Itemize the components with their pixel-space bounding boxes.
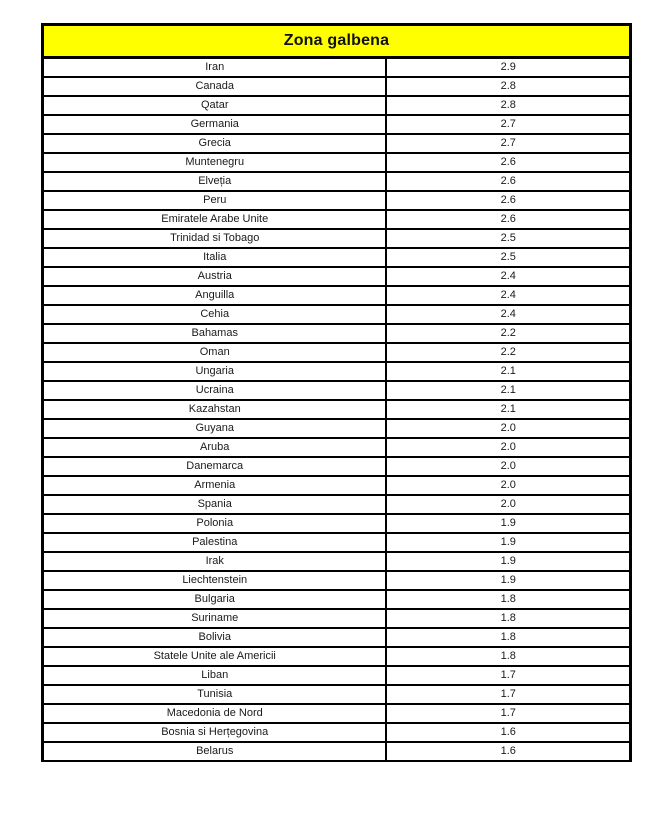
value-cell: 2.4	[386, 286, 630, 305]
table-row	[43, 438, 631, 457]
country-cell: Oman	[43, 343, 387, 362]
country-cell: Aruba	[43, 438, 387, 457]
value-cell: 2.6	[386, 172, 630, 191]
country-cell: Bosnia si Herțegovina	[43, 723, 387, 742]
table-row	[43, 286, 631, 305]
value-cell: 1.9	[386, 571, 630, 590]
country-cell: Palestina	[43, 533, 387, 552]
value-cell: 2.2	[386, 324, 630, 343]
table-row	[43, 476, 631, 495]
country-cell: Armenia	[43, 476, 387, 495]
country-cell: Ucraina	[43, 381, 387, 400]
value-cell: 1.6	[386, 742, 630, 761]
table-row	[43, 742, 631, 761]
value-cell: 1.8	[386, 609, 630, 628]
country-cell: Polonia	[43, 514, 387, 533]
table-row	[43, 248, 631, 267]
table-row	[43, 666, 631, 685]
country-cell: Danemarca	[43, 457, 387, 476]
table-row	[43, 647, 631, 666]
table-title: Zona galbena	[43, 25, 631, 58]
table-row	[43, 115, 631, 134]
table-row	[43, 628, 631, 647]
value-cell: 2.5	[386, 229, 630, 248]
country-cell: Macedonia de Nord	[43, 704, 387, 723]
value-cell: 2.4	[386, 267, 630, 286]
value-cell: 1.8	[386, 628, 630, 647]
table-row	[43, 590, 631, 609]
value-cell: 2.6	[386, 210, 630, 229]
country-cell: Kazahstan	[43, 400, 387, 419]
table-row	[43, 58, 631, 77]
table-row	[43, 229, 631, 248]
country-cell: Liban	[43, 666, 387, 685]
country-cell: Grecia	[43, 134, 387, 153]
country-cell: Belarus	[43, 742, 387, 761]
country-cell: Trinidad si Tobago	[43, 229, 387, 248]
table-row	[43, 514, 631, 533]
country-cell: Elveția	[43, 172, 387, 191]
table-row	[43, 571, 631, 590]
table-row	[43, 210, 631, 229]
value-cell: 2.7	[386, 115, 630, 134]
value-cell: 1.8	[386, 590, 630, 609]
table-row	[43, 324, 631, 343]
table-body	[43, 58, 631, 761]
table-row	[43, 153, 631, 172]
country-cell: Bahamas	[43, 324, 387, 343]
country-cell: Suriname	[43, 609, 387, 628]
value-cell: 1.9	[386, 533, 630, 552]
value-cell: 2.0	[386, 495, 630, 514]
country-cell: Guyana	[43, 419, 387, 438]
table-row	[43, 552, 631, 571]
value-cell: 2.0	[386, 476, 630, 495]
table-header-row	[43, 25, 631, 58]
table-row	[43, 609, 631, 628]
country-cell: Italia	[43, 248, 387, 267]
table-row	[43, 77, 631, 96]
table-row	[43, 134, 631, 153]
value-cell: 1.7	[386, 704, 630, 723]
country-cell: Ungaria	[43, 362, 387, 381]
value-cell: 2.0	[386, 457, 630, 476]
table-row	[43, 457, 631, 476]
value-cell: 2.1	[386, 381, 630, 400]
value-cell: 2.1	[386, 362, 630, 381]
country-cell: Tunisia	[43, 685, 387, 704]
table-row	[43, 704, 631, 723]
value-cell: 1.7	[386, 685, 630, 704]
table-row	[43, 305, 631, 324]
value-cell: 2.6	[386, 153, 630, 172]
country-cell: Anguilla	[43, 286, 387, 305]
country-cell: Austria	[43, 267, 387, 286]
country-cell: Qatar	[43, 96, 387, 115]
value-cell: 2.6	[386, 191, 630, 210]
value-cell: 2.2	[386, 343, 630, 362]
value-cell: 1.7	[386, 666, 630, 685]
country-cell: Bulgaria	[43, 590, 387, 609]
country-cell: Iran	[43, 58, 387, 77]
table-row	[43, 723, 631, 742]
table-row	[43, 267, 631, 286]
country-cell: Emiratele Arabe Unite	[43, 210, 387, 229]
country-cell: Irak	[43, 552, 387, 571]
country-cell: Cehia	[43, 305, 387, 324]
table-row	[43, 343, 631, 362]
value-cell: 2.5	[386, 248, 630, 267]
table-row	[43, 362, 631, 381]
table-row	[43, 381, 631, 400]
value-cell: 2.1	[386, 400, 630, 419]
value-cell: 2.8	[386, 96, 630, 115]
country-cell: Peru	[43, 191, 387, 210]
country-cell: Liechtenstein	[43, 571, 387, 590]
table-row	[43, 400, 631, 419]
value-cell: 2.9	[386, 58, 630, 77]
table-row	[43, 172, 631, 191]
table-row	[43, 419, 631, 438]
value-cell: 1.9	[386, 552, 630, 571]
table-row	[43, 495, 631, 514]
country-cell: Spania	[43, 495, 387, 514]
value-cell: 1.8	[386, 647, 630, 666]
value-cell: 2.4	[386, 305, 630, 324]
value-cell: 1.6	[386, 723, 630, 742]
value-cell: 2.0	[386, 419, 630, 438]
yellow-zone-table	[41, 23, 632, 762]
value-cell: 2.7	[386, 134, 630, 153]
country-cell: Germania	[43, 115, 387, 134]
value-cell: 2.0	[386, 438, 630, 457]
value-cell: 1.9	[386, 514, 630, 533]
country-cell: Statele Unite ale Americii	[43, 647, 387, 666]
table-row	[43, 96, 631, 115]
table-row	[43, 533, 631, 552]
value-cell: 2.8	[386, 77, 630, 96]
country-cell: Muntenegru	[43, 153, 387, 172]
table-row	[43, 191, 631, 210]
country-cell: Canada	[43, 77, 387, 96]
country-cell: Bolivia	[43, 628, 387, 647]
table-row	[43, 685, 631, 704]
